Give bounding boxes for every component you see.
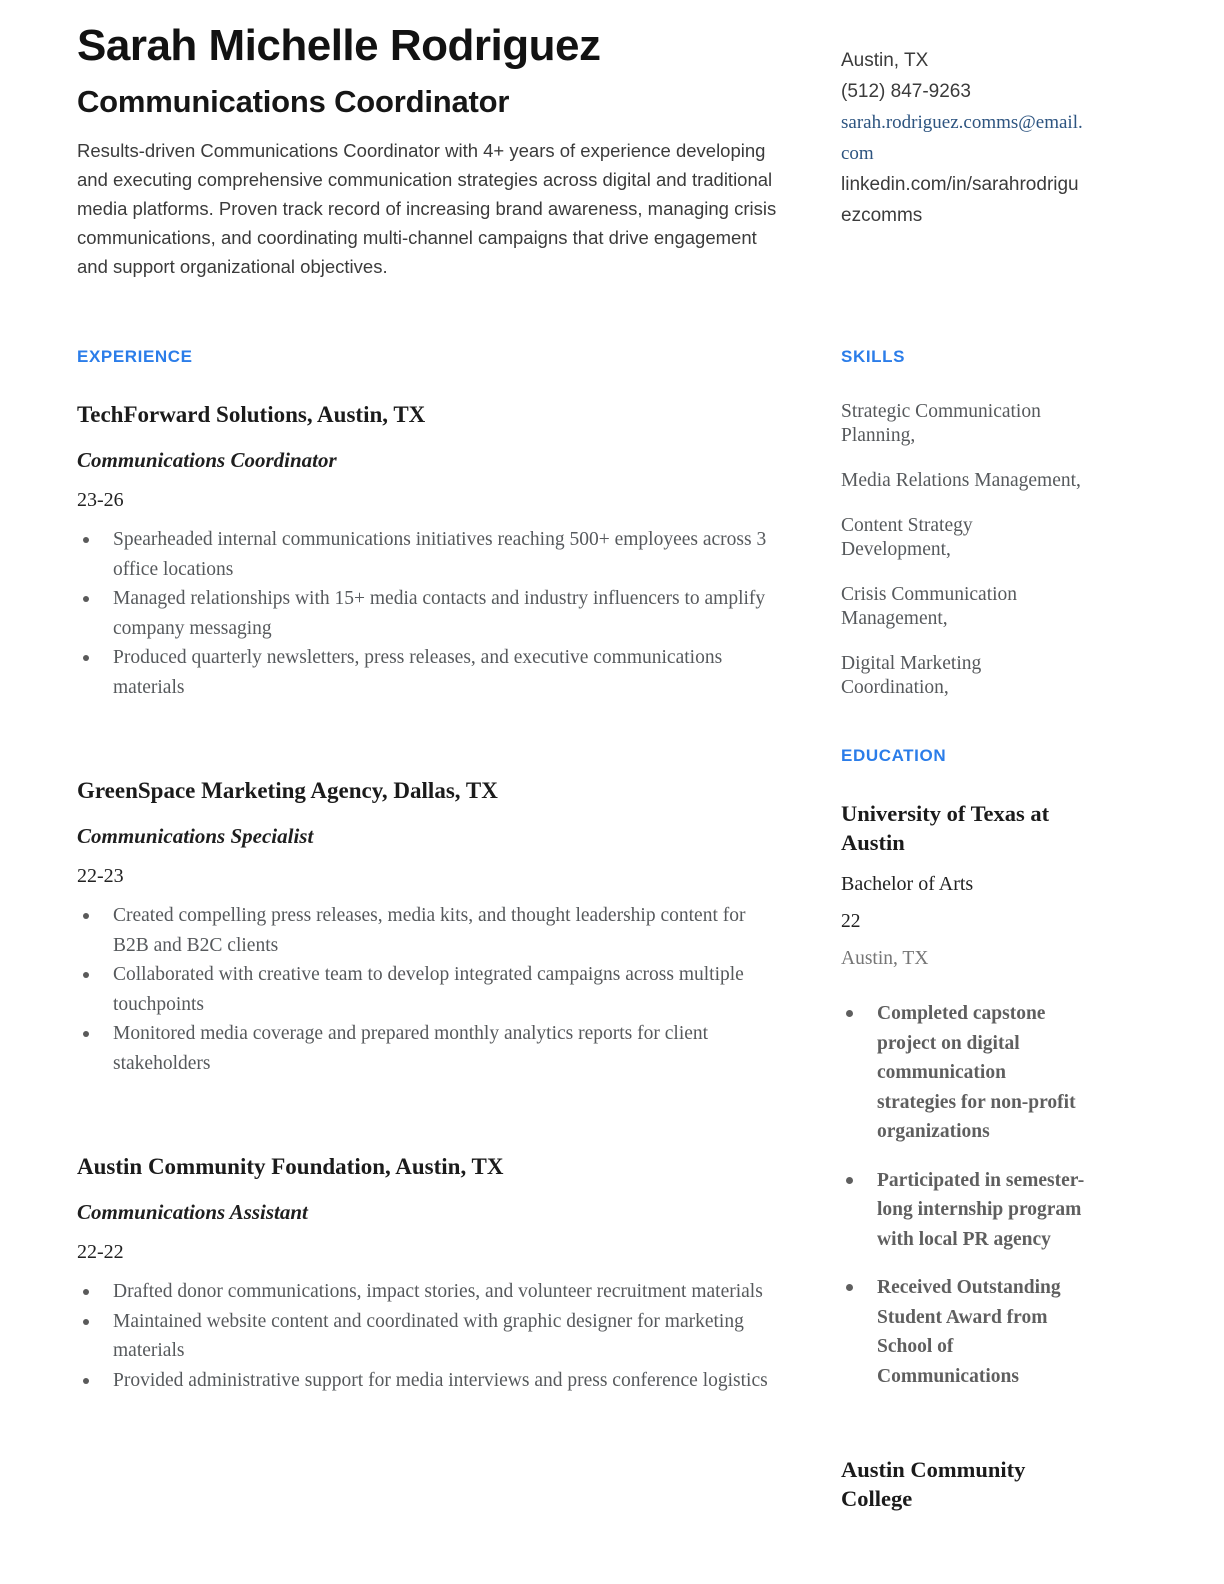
role-title: Communications Assistant: [77, 1200, 308, 1224]
job-bullet: Produced quarterly newsletters, press releases, and executive communications materials: [77, 643, 777, 702]
headline-block: [77, 20, 777, 347]
education-entry: [841, 1455, 1086, 1513]
job-bullet: Drafted donor communications, impact stories, and volunteer recruitment materials: [77, 1277, 777, 1307]
education-section: [841, 746, 1086, 1513]
job-dates: 22-23: [77, 865, 124, 887]
job-bullet: Created compelling press releases, media kits, and thought leadership content for B2B and B2C clients: [77, 901, 777, 960]
skills-section-heading: SKILLS: [841, 347, 906, 366]
person-name: Sarah Michelle Rodriguez: [77, 21, 601, 70]
degree: Bachelor of Arts: [841, 873, 974, 895]
contact-linkedin: linkedin.com/in/sarahrodriguezcomms: [841, 174, 1079, 226]
education-bullet: Participated in semester-long internship program with local PR agency: [841, 1166, 1086, 1255]
job-dates: 23-26: [77, 489, 124, 511]
company-name: TechForward Solutions, Austin, TX: [77, 402, 426, 427]
company-name: GreenSpace Marketing Agency, Dallas, TX: [77, 778, 498, 803]
job-bullet: Collaborated with creative team to develop integrated campaigns across multiple touchpoints: [77, 960, 777, 1019]
job-bullet: Spearheaded internal communications initiatives reaching 500+ employees across 3 office locations: [77, 525, 777, 584]
summary-paragraph: Results-driven Communications Coordinator with 4+ years of experience developing and executing comprehensive communication strategies across digital and traditional media platforms. Proven track record of increasing brand awareness, managing crisis communications, and coordinating multi-channel campaigns that drive engagement and support organizational objectives.: [77, 140, 777, 277]
contact-block: [841, 45, 1086, 347]
job-bullet-list: [77, 525, 777, 702]
job-bullet-list: [77, 901, 777, 1078]
school-name: University of Texas at Austin: [841, 801, 1050, 855]
school-location: Austin, TX: [841, 948, 929, 969]
education-bullet: Completed capstone project on digital communication strategies for non-profit organizations: [841, 999, 1086, 1147]
company-name: Austin Community Foundation, Austin, TX: [77, 1154, 504, 1179]
job-entry: [77, 400, 777, 702]
skill-item: Crisis Communication Management,: [841, 584, 1018, 629]
left-column: [77, 20, 777, 1513]
role-title: Communications Coordinator: [77, 448, 337, 472]
job-dates: 22-22: [77, 1241, 124, 1263]
skill-list: [841, 400, 1086, 700]
role-title: Communications Specialist: [77, 824, 314, 848]
job-bullet: Provided administrative support for media interviews and press conference logistics: [77, 1366, 777, 1396]
skill-item: Media Relations Management,: [841, 470, 1081, 491]
right-column: [841, 20, 1086, 1513]
contact-phone: (512) 847-9263: [841, 81, 971, 102]
job-bullet: Maintained website content and coordinated with graphic designer for marketing materials: [77, 1307, 777, 1366]
job-bullet: Monitored media coverage and prepared monthly analytics reports for client stakeholders: [77, 1019, 777, 1078]
education-section-heading: EDUCATION: [841, 746, 947, 765]
education-bullet: Received Outstanding Student Award from School of Communications: [841, 1273, 1086, 1391]
school-name: Austin Community College: [841, 1457, 1026, 1511]
contact-email-link[interactable]: sarah.rodriguez.comms@email.com: [841, 112, 1083, 164]
resume-grid: [77, 20, 1147, 1513]
job-bullet: Managed relationships with 15+ media contacts and industry influencers to amplify company messaging: [77, 584, 777, 643]
skill-item: Digital Marketing Coordination,: [841, 653, 982, 698]
skill-item: Strategic Communication Planning,: [841, 401, 1041, 446]
graduation-year: 22: [841, 911, 861, 932]
education-bullet-list: [841, 999, 1086, 1391]
job-entry: [77, 776, 777, 1078]
skill-item: Content Strategy Development,: [841, 515, 973, 560]
job-bullet-list: [77, 1277, 777, 1395]
education-entry: [841, 799, 1086, 1391]
person-job-title: Communications Coordinator: [77, 84, 510, 119]
experience-section-heading: EXPERIENCE: [77, 347, 193, 366]
contact-location: Austin, TX: [841, 50, 929, 71]
job-entry: [77, 1152, 777, 1395]
